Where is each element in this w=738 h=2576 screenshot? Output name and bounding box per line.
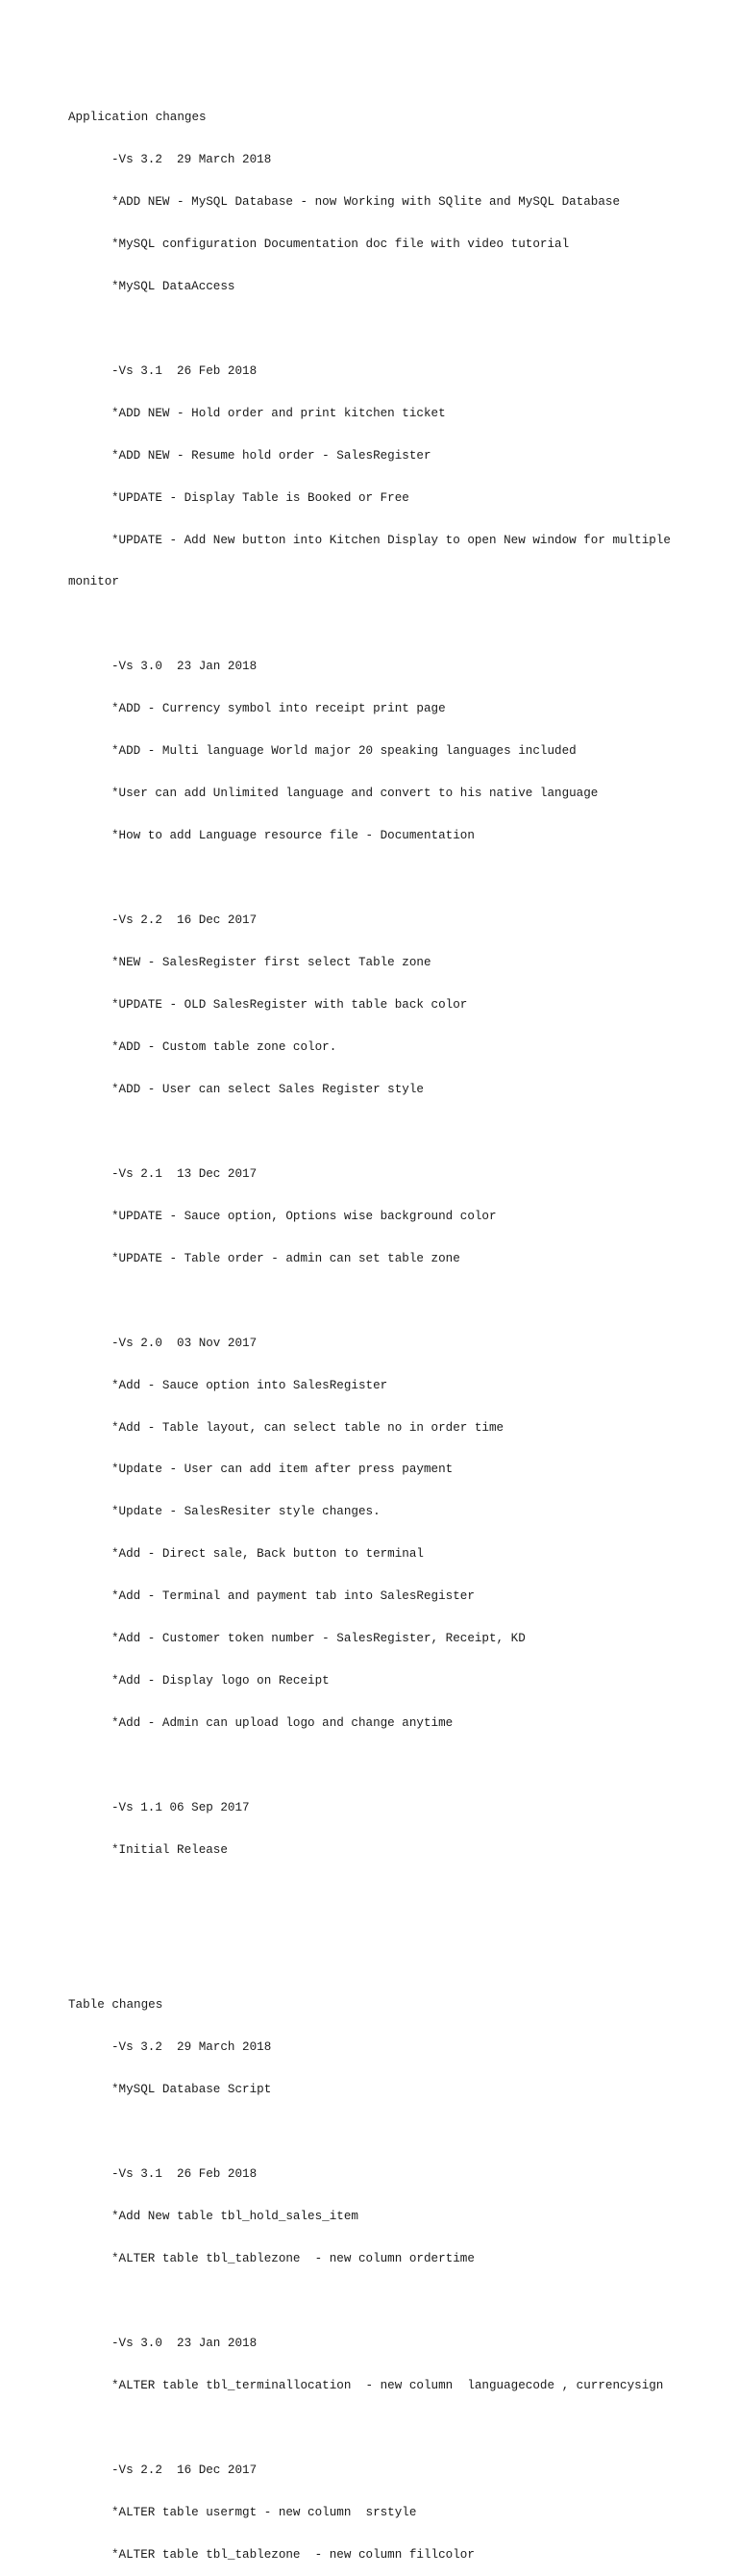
change-item: *Add - Direct sale, Back button to terminal: [111, 1547, 424, 1562]
blank-line: [68, 871, 683, 886]
change-item: *Add New table tbl_hold_sales_item: [111, 2209, 358, 2223]
change-item: *ALTER table tbl_tablezone - new column fillcolor: [111, 2547, 475, 2562]
change-item: *MySQL configuration Documentation doc file with video tutorial: [111, 237, 570, 251]
change-item: *ADD NEW - Hold order and print kitchen ticket: [111, 406, 446, 420]
change-item: *ADD - Currency symbol into receipt print page: [111, 702, 446, 716]
change-item: *ALTER table usermgt - new column srstyle: [111, 2505, 417, 2519]
version-heading: -Vs 3.2 29 March 2018: [111, 152, 272, 166]
blank-line: [68, 2421, 683, 2436]
version-heading: -Vs 2.0 03 Nov 2017: [111, 1336, 258, 1350]
change-item: *NEW - SalesRegister first select Table zone: [111, 956, 431, 970]
blank-line: [68, 2294, 683, 2309]
change-item: *ALTER table tbl_tablezone - new column ordertime: [111, 2251, 475, 2265]
change-item: *Initial Release: [111, 1843, 228, 1858]
version-heading: -Vs 3.1 26 Feb 2018: [111, 363, 258, 378]
change-item: *Update - SalesResiter style changes.: [111, 1505, 381, 1519]
version-heading: -Vs 2.2 16 Dec 2017: [111, 913, 258, 928]
change-item: *MySQL DataAccess: [111, 279, 235, 293]
version-heading: -Vs 3.2 29 March 2018: [111, 2040, 272, 2055]
version-heading: -Vs 3.1 26 Feb 2018: [111, 2167, 258, 2182]
change-item: *UPDATE - Add New button into Kitchen Display to open New window for multiple: [111, 533, 671, 547]
blank-line: [68, 1294, 683, 1309]
change-item: *Add - Terminal and payment tab into SalesRegister: [111, 1589, 475, 1604]
change-item: *Add - Table layout, can select table no in order time: [111, 1420, 504, 1435]
change-item: *User can add Unlimited language and convert to his native language: [111, 787, 599, 801]
section-title-table-changes: Table changes: [68, 1998, 163, 2013]
document-page: [68, 68, 683, 2576]
change-item: *ADD - Custom table zone color.: [111, 1039, 337, 1054]
change-item: *Add - Admin can upload logo and change anytime: [111, 1716, 454, 1731]
blank-line: [68, 1886, 683, 1900]
section-title-application-changes: Application changes: [68, 110, 207, 124]
change-item-wrap: monitor: [68, 575, 119, 589]
blank-line: [68, 617, 683, 632]
change-item: *ADD - Multi language World major 20 speaking languages included: [111, 744, 577, 759]
change-item: *ADD NEW - MySQL Database - now Working with SQlite and MySQL Database: [111, 194, 621, 209]
blank-line: [68, 1125, 683, 1139]
blank-line: [68, 1759, 683, 1773]
change-item: *How to add Language resource file - Documentation: [111, 829, 475, 843]
blank-line: [68, 2125, 683, 2139]
change-item: *UPDATE - Sauce option, Options wise background color: [111, 1209, 497, 1223]
version-heading: -Vs 2.2 16 Dec 2017: [111, 2463, 258, 2477]
change-item: *Add - Customer token number - SalesRegister, Receipt, KD: [111, 1632, 526, 1646]
change-item: *ADD - User can select Sales Register style: [111, 1082, 424, 1096]
change-item: *ALTER table tbl_terminallocation - new column languagecode , currencysign: [111, 2378, 664, 2392]
blank-line: [68, 1928, 683, 1942]
change-item: *UPDATE - Display Table is Booked or Free: [111, 490, 409, 505]
change-item: *Update - User can add item after press payment: [111, 1463, 454, 1477]
change-item: *Add - Sauce option into SalesRegister: [111, 1378, 388, 1392]
change-item: *Add - Display logo on Receipt: [111, 1674, 330, 1688]
version-heading: -Vs 3.0 23 Jan 2018: [111, 2336, 258, 2350]
change-item: *UPDATE - OLD SalesRegister with table back color: [111, 997, 468, 1012]
blank-line: [68, 322, 683, 337]
version-heading: -Vs 3.0 23 Jan 2018: [111, 660, 258, 674]
change-item: *MySQL Database Script: [111, 2083, 272, 2097]
version-heading: -Vs 1.1 06 Sep 2017: [111, 1801, 250, 1815]
version-heading: -Vs 2.1 13 Dec 2017: [111, 1166, 258, 1181]
change-item: *UPDATE - Table order - admin can set table zone: [111, 1251, 460, 1265]
change-item: *ADD NEW - Resume hold order - SalesRegister: [111, 448, 431, 463]
